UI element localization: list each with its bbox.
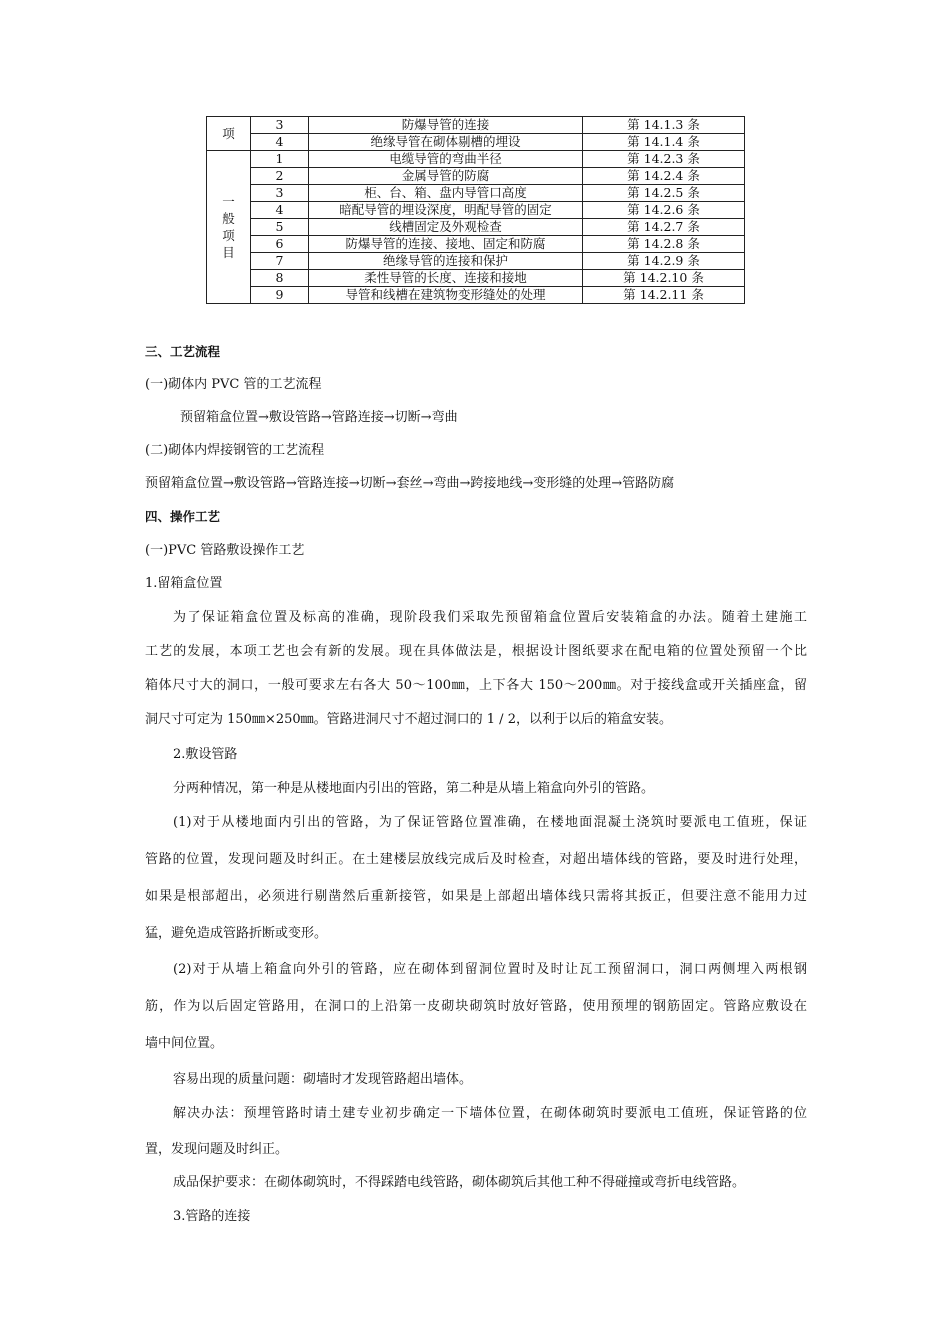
subsection-title: (二)砌体内焊接钢管的工艺流程 (145, 443, 325, 458)
section-heading: 三、工艺流程 (145, 344, 221, 359)
item-clause: 第 14.1.4 条 (583, 134, 745, 151)
paragraph-line: 成品保护要求：在砌体砌筑时，不得踩踏电线管路，砌体砌筑后其他工种不得碰撞或弯折电线管路。 (173, 1175, 746, 1190)
table-row (207, 236, 745, 253)
paragraph-line: (1)对于从楼地面内引出的管路，为了保证管路位置准确，在楼地面混凝土浇筑时要派电工值班，保证 (173, 815, 807, 830)
paragraph-line: 箱体尺寸大的洞口，一般可要求左右各大 50～100㎜，上下各大 150～200㎜。对于接线盒或开关插座盒，留 (145, 678, 807, 693)
acceptance-table (206, 116, 745, 304)
item-number: 4 (251, 134, 309, 151)
item-clause: 第 14.2.5 条 (583, 185, 745, 202)
table-row (207, 270, 745, 287)
table-row (207, 287, 745, 304)
paragraph-line: 猛，避免造成管路折断或变形。 (145, 926, 328, 941)
item-clause: 第 14.1.3 条 (583, 117, 745, 134)
item-clause: 第 14.2.6 条 (583, 202, 745, 219)
paragraph-line: 分两种情况，第一种是从楼地面内引出的管路，第二种是从墙上箱盒向外引的管路。 (173, 781, 655, 796)
table-row (207, 202, 745, 219)
item-number: 4 (251, 202, 309, 219)
paragraph-line: 墙中间位置。 (145, 1036, 224, 1051)
category-cell (207, 151, 251, 304)
item-name: 绝缘导管在砌体剔槽的埋设 (309, 134, 583, 151)
process-flow: 预留箱盒位置→敷设管路→管路连接→切断→套丝→弯曲→跨接地线→变形缝的处理→管路防腐 (145, 476, 675, 491)
subsection-title: (一)砌体内 PVC 管的工艺流程 (145, 377, 322, 392)
paragraph-line: 洞尺寸可定为 150㎜×250㎜。管路进洞尺寸不超过洞口的 1 / 2，以利于以后的箱盒安装。 (145, 712, 672, 727)
item-title: 2.敷设管路 (173, 747, 238, 762)
table-row (207, 117, 745, 134)
paragraph-line: 置，发现问题及时纠正。 (145, 1142, 289, 1157)
category-cell: 项 (207, 117, 251, 151)
item-name: 金属导管的防腐 (309, 168, 583, 185)
item-number: 3 (251, 117, 309, 134)
item-name: 线槽固定及外观检查 (309, 219, 583, 236)
table-row (207, 185, 745, 202)
item-clause: 第 14.2.9 条 (583, 253, 745, 270)
item-number: 6 (251, 236, 309, 253)
item-name: 防爆导管的连接、接地、固定和防腐 (309, 236, 583, 253)
paragraph-line: (2)对于从墙上箱盒向外引的管路，应在砌体到留洞位置时及时让瓦工预留洞口，洞口两侧埋入两根钢 (173, 962, 807, 977)
category-label: 一般项目 (222, 194, 235, 260)
item-number: 8 (251, 270, 309, 287)
table-row (207, 219, 745, 236)
paragraph-line: 容易出现的质量问题：砌墙时才发现管路超出墙体。 (173, 1072, 473, 1087)
process-flow: 预留箱盒位置→敷设管路→管路连接→切断→弯曲 (180, 410, 458, 425)
subsection-title: (一)PVC 管路敷设操作工艺 (145, 543, 305, 558)
item-number: 9 (251, 287, 309, 304)
table-row (207, 253, 745, 270)
section-heading: 四、操作工艺 (145, 509, 221, 524)
paragraph-line: 筋，作为以后固定管路用，在洞口的上沿第一皮砌块砌筑时放好管路，使用预埋的钢筋固定。管路应敷设在 (145, 999, 807, 1014)
item-name: 绝缘导管的连接和保护 (309, 253, 583, 270)
item-number: 1 (251, 151, 309, 168)
item-name: 导管和线槽在建筑物变形缝处的处理 (309, 287, 583, 304)
table-row (207, 151, 745, 168)
item-clause: 第 14.2.4 条 (583, 168, 745, 185)
item-name: 电缆导管的弯曲半径 (309, 151, 583, 168)
item-name: 柜、台、箱、盘内导管口高度 (309, 185, 583, 202)
table-row (207, 134, 745, 151)
item-number: 5 (251, 219, 309, 236)
item-clause: 第 14.2.11 条 (583, 287, 745, 304)
paragraph-line: 管路的位置，发现问题及时纠正。在土建楼层放线完成后及时检查，对超出墙体线的管路，要及时进行处理， (145, 852, 807, 867)
item-title: 3.管路的连接 (173, 1209, 251, 1224)
paragraph-line: 解决办法：预埋管路时请土建专业初步确定一下墙体位置，在砌体砌筑时要派电工值班，保证管路的位 (173, 1106, 807, 1121)
item-number: 2 (251, 168, 309, 185)
item-name: 防爆导管的连接 (309, 117, 583, 134)
table-row (207, 168, 745, 185)
item-clause: 第 14.2.8 条 (583, 236, 745, 253)
item-title: 1.留箱盒位置 (145, 576, 223, 591)
paragraph-line: 为了保证箱盒位置及标高的准确，现阶段我们采取先预留箱盒位置后安装箱盒的办法。随着土建施工 (173, 610, 807, 625)
item-name: 暗配导管的埋设深度，明配导管的固定 (309, 202, 583, 219)
item-number: 3 (251, 185, 309, 202)
paragraph-line: 工艺的发展，本项工艺也会有新的发展。现在具体做法是，根据设计图纸要求在配电箱的位置处预留一个比 (145, 644, 807, 659)
item-clause: 第 14.2.7 条 (583, 219, 745, 236)
paragraph-line: 如果是根部超出，必须进行剔凿然后重新接管，如果是上部超出墙体线只需将其扳正，但要注意不能用力过 (145, 889, 807, 904)
item-clause: 第 14.2.10 条 (583, 270, 745, 287)
item-name: 柔性导管的长度、连接和接地 (309, 270, 583, 287)
item-clause: 第 14.2.3 条 (583, 151, 745, 168)
item-number: 7 (251, 253, 309, 270)
